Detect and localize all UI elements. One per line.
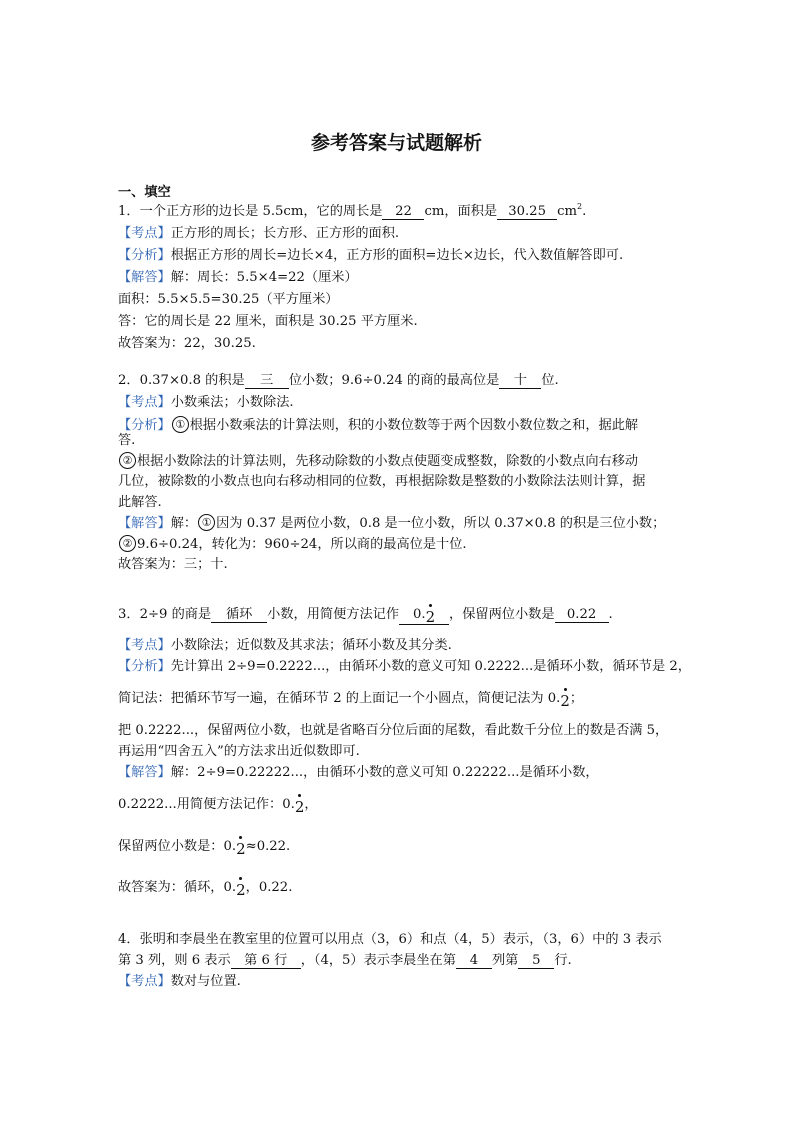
q1-line2: 面积：5.5×5.5=30.25（平方厘米） [118, 292, 339, 307]
q3-text-c: 小数，用简便方法记作 [267, 607, 400, 622]
kaodian-tag: 【考点】 [118, 395, 171, 410]
circled-1: ① [172, 416, 189, 433]
circled-2: ② [119, 535, 136, 552]
q1-jieda-text: 解：周长：5.5×4=22（厘米） [170, 270, 358, 285]
q3-fenxi [118, 658, 691, 676]
q1-fenxi [118, 247, 623, 265]
repeating-digit: 2 [425, 608, 436, 626]
q2-fenxi-1b: 答. [118, 433, 136, 448]
page-title: 参考答案与试题解析 [310, 132, 482, 154]
q3-answer [118, 879, 292, 897]
q2-blank-digits: 三 [245, 373, 289, 389]
q2-blank-place: 十 [499, 373, 541, 389]
q3-text-e: . [608, 607, 613, 622]
q1-fenxi-text: 根据正方形的周长=边长×4，正方形的面积=边长×边长，代入数值解答即可. [170, 248, 624, 263]
q3-f2b: ； [569, 691, 584, 706]
jieda-tag: 【解答】 [118, 765, 171, 780]
q2-fenxi [118, 416, 638, 435]
q2-fenxi-2 [118, 452, 638, 471]
q1-text-d: cm [557, 204, 577, 219]
q3-jieda-2 [118, 796, 318, 814]
kaodian-tag: 【考点】 [118, 226, 171, 241]
q3-text-a: 3．2÷9 的商是 [118, 607, 212, 622]
q3-kaodian [118, 637, 452, 655]
q2-stem [118, 372, 559, 390]
q2-fenxi-1: 根据小数乘法的计算法则，积的小数位数等于两个因数小数位数之和，据此解 [189, 418, 639, 433]
q4-blank-col: 4 [456, 953, 492, 969]
q3-j3a: 保留两位小数是：0. [118, 839, 237, 854]
q1-kaodian-text: 正方形的周长；长方形、正方形的面积. [170, 226, 400, 241]
q1-stem [118, 203, 586, 221]
q2-kaodian [118, 394, 294, 412]
repeating-digit: 2 [294, 798, 305, 816]
fenxi-tag: 【分析】 [118, 418, 171, 433]
q2-kaodian-text: 小数乘法；小数除法. [170, 395, 294, 410]
q2-text-d: 位. [541, 373, 559, 388]
q4-text-a: 第 3 列，则 6 表示 [118, 953, 231, 968]
repeating-digit: 2 [236, 840, 246, 858]
q1-answer: 故答案为：22，30.25. [118, 336, 256, 351]
repeating-digit: 2 [560, 692, 570, 710]
q4-kaodian [118, 973, 241, 991]
q3-j2b: ， [304, 797, 318, 812]
q3-text-d: ，保留两位小数是 [449, 607, 555, 622]
q3-j3b: ≈0.22. [245, 839, 291, 854]
q2-jieda-2 [118, 535, 467, 554]
q3-jieda-text: 解：2÷9=0.22222...，由循环小数的意义可知 0.22222...是循环小数， [170, 765, 599, 780]
q3-blank-type: 循环 [211, 607, 267, 623]
q2-jieda [118, 514, 665, 533]
q3-fenxi-text: 先计算出 2÷9=0.2222...，由循环小数的意义可知 0.2222...是循环小数，循环节是 2， [170, 659, 691, 674]
q1-line3: 答：它的周长是 22 厘米，面积是 30.25 平方厘米. [118, 314, 418, 329]
jieda-tag: 【解答】 [118, 270, 171, 285]
jieda-tag: 【解答】 [118, 516, 171, 531]
q2-answer: 故答案为：三；十. [118, 557, 228, 572]
q3-stem [118, 606, 613, 625]
q3-zero: 0. [412, 607, 426, 622]
q4-text-d: 列第 [491, 953, 519, 968]
q3-blank-notation [399, 606, 449, 625]
q3-jieda [118, 764, 599, 782]
kaodian-tag: 【考点】 [118, 638, 171, 653]
q3-fenxi-4: 再运用“四舍五入”的方法求出近似数即可. [118, 744, 360, 759]
q4-text-c: ，（4，5）表示李晨坐在第 [300, 953, 456, 968]
q1-kaodian [118, 225, 399, 243]
q1-blank-area: 30.25 [497, 204, 557, 220]
q2-jieda-1: 解： [170, 516, 198, 531]
q1-blank-perimeter: 22 [382, 204, 424, 220]
q4-kaodian-text: 数对与位置. [170, 974, 241, 989]
circled-1: ① [198, 514, 215, 531]
q1-jieda [118, 269, 358, 287]
q1-text-a: 1．一个正方形的边长是 5.5cm，它的周长是 [118, 204, 383, 219]
q1-sup: 2 [577, 202, 583, 211]
fenxi-tag: 【分析】 [118, 659, 171, 674]
q4-stem-1: 4．张明和李晨坐在教室里的位置可以用点（3，6）和点（4，5）表示，（3，6）中的 3 表示 [118, 932, 662, 947]
q2-text-c: 位小数；9.6÷0.24 的商的最高位是 [288, 373, 500, 388]
q3-blank-round: 0.22 [555, 607, 609, 623]
q3-f2a: 简记法：把循环节写一遍，在循环节 2 的上面记一个小圆点，简便记法为 0. [118, 691, 561, 706]
q3-j4b: ，0.22. [245, 880, 293, 895]
q4-stem-2 [118, 952, 572, 970]
circled-2: ② [119, 452, 136, 469]
q1-text-e: . [582, 204, 587, 219]
kaodian-tag: 【考点】 [118, 974, 171, 989]
q2-jieda-1b: 因为 0.37 是两位小数，0.8 是一位小数，所以 0.37×0.8 的积是三位小数； [216, 516, 666, 531]
section-heading: 一、填空 [118, 185, 171, 200]
q3-fenxi-3: 把 0.2222...，保留两位小数，也就是省略百分位后面的尾数，看此数千分位上的数是否满 5， [118, 723, 669, 738]
q4-blank-row2: 5 [518, 953, 554, 969]
q2-fenxi-2b: 几位，被除数的小数点也向右移动相同的位数，再根据除数是整数的小数除法法则计算，据 [118, 474, 646, 489]
q3-kaodian-text: 小数除法；近似数及其求法；循环小数及其分类. [170, 638, 452, 653]
q2-text-a: 2．0.37×0.8 的积是 [118, 373, 245, 388]
q2-fenxi-2-text: 根据小数除法的计算法则，先移动除数的小数点使题变成整数，除数的小数点向右移动 [137, 454, 639, 469]
q3-j2a: 0.2222...用简便方法记作：0. [118, 797, 295, 812]
q3-fenxi-2 [118, 690, 583, 708]
q4-blank-row: 第 6 行 [231, 953, 301, 969]
repeating-digit: 2 [236, 881, 246, 899]
q4-text-e: 行. [554, 953, 572, 968]
q3-jieda-3 [118, 838, 290, 856]
q3-j4a: 故答案为：循环，0. [118, 880, 237, 895]
fenxi-tag: 【分析】 [118, 248, 171, 263]
q2-fenxi-2c: 此解答. [118, 495, 162, 510]
q1-text-c: cm，面积是 [424, 204, 498, 219]
q2-jieda-2-text: 9.6÷0.24，转化为：960÷24，所以商的最高位是十位. [137, 537, 467, 552]
